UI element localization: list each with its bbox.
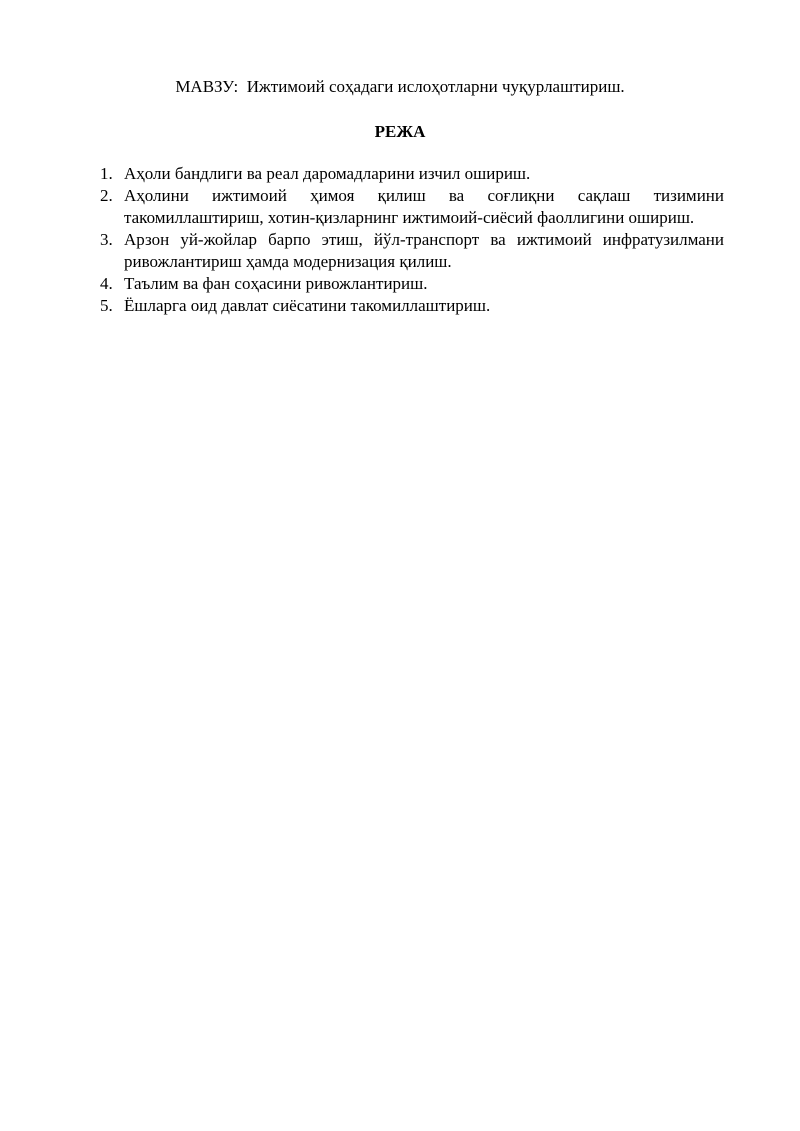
- list-item: [100, 229, 724, 273]
- list-item-text: Аҳолини ижтимоий ҳимоя қилиш ва соғлиқни сақлаш тизимини такомиллаштириш, хотин-қизларнинг ижтимоий-сиёсий фаоллигини ошириш.: [124, 186, 724, 227]
- list-item: [100, 185, 724, 229]
- document-title: МАВЗУ: Ижтимоий соҳадаги ислоҳотларни чуқурлаштириш.: [175, 77, 625, 96]
- list-item-text: Арзон уй-жойлар барпо этиш, йўл-транспорт ва ижтимоий инфратузилмани ривожлантириш ҳамда модернизация қилиш.: [124, 230, 724, 271]
- list-item: [100, 163, 724, 185]
- list-item-number: 4.: [100, 274, 113, 293]
- list-item-number: 1.: [100, 164, 113, 183]
- list-item-number: 5.: [100, 296, 113, 315]
- list-item-number: 2.: [100, 186, 113, 205]
- list-item-text: Аҳоли бандлиги ва реал даромадларини изчил ошириш.: [124, 164, 531, 183]
- list-item: [100, 273, 724, 295]
- plan-list: [100, 163, 724, 317]
- list-item-text: Таълим ва фан соҳасини ривожлантириш.: [124, 274, 428, 293]
- plan-heading: РЕЖА: [374, 122, 426, 141]
- list-item-text: Ёшларга оид давлат сиёсатини такомиллаштириш.: [124, 296, 491, 315]
- list-item-number: 3.: [100, 230, 113, 249]
- list-item: [100, 295, 724, 317]
